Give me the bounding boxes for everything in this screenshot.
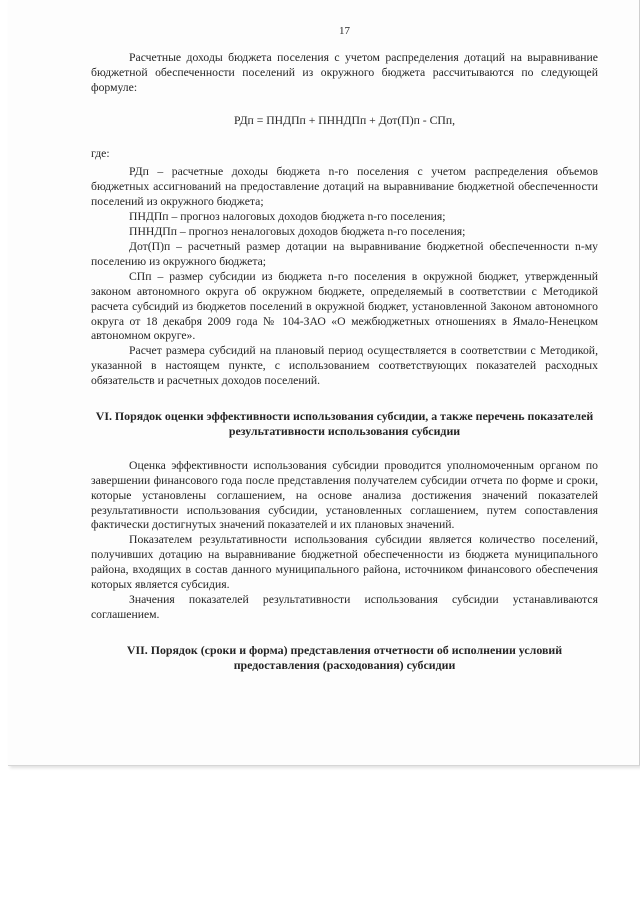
definition-dotp: Дот(П)п – расчетный размер дотации на выравнивание бюджетной обеспеченности n-му поселению из окружного бюджета;: [91, 239, 598, 268]
section-6-paragraph: Показателем результативности использования субсидии является количество поселений, получивших дотацию на выравнивание бюджетной обеспеченности из бюджета муниципального района, входящих в состав данного муниципального района, источником финансового обеспечения которых является субсидия.: [91, 533, 598, 592]
section-7-heading: VII. Порядок (сроки и форма) представления отчетности об исполнении условий предоставления (расходования) субсидии: [126, 642, 563, 672]
definition-pnndpp: ПННДПп – прогноз неналоговых доходов бюджета n-го поселения;: [129, 225, 466, 239]
where-label: где:: [91, 146, 110, 160]
intro-paragraph: Расчетные доходы бюджета поселения с учетом распределения дотаций на выравнивание бюджетной обеспеченности поселений из окружного бюджета рассчитываются по следующей формуле:: [91, 50, 598, 94]
page-content: [91, 24, 598, 673]
formula: РДп = ПНДПп + ПННДПп + Дот(П)п - СПп,: [233, 113, 456, 127]
definition-rdp: РДп – расчетные доходы бюджета n-го поселения с учетом распределения объемов бюджетных ассигнований на предоставление дотаций на выравнивание бюджетной обеспеченности поселений из окружного бюджета;: [91, 165, 598, 209]
section-6-paragraph: Оценка эффективности использования субсидии проводится уполномоченным органом по завершении финансового года после представления получателем субсидии отчета по форме и сроки, которые установлены соглашением, на основе анализа достижения значений показателей результативности использования субсидии, установленных соглашением, путем сопоставления фактически достигнутых значений показателей и их плановых значений.: [91, 458, 598, 532]
section-6-heading: VI. Порядок оценки эффективности использования субсидии, а также перечень показателей результативности использования субсидии: [95, 409, 594, 438]
definition-pndpp: ПНДПп – прогноз налоговых доходов бюджета n-го поселения;: [129, 210, 446, 224]
planning-period-paragraph: Расчет размера субсидий на плановый период осуществляется в соответствии с Методикой, указанной в настоящем пункте, с использованием соответствующих показателей расходных обязательств и расчетных доходов поселений.: [91, 344, 598, 388]
definition-spp: СПп – размер субсидии из бюджета n-го поселения в окружной бюджет, утвержденный законом автономного округа об окружном бюджете, определяемый в соответствии с Методикой расчета субсидий из бюджетов поселений в окружной бюджет, установленной Законом автономного округа от 18 декабря 2009 года № 104-ЗАО «О межбюджетных отношениях в Ямало-Ненецком автономном округе».: [91, 269, 598, 343]
page-number: 17: [339, 25, 350, 37]
section-6-paragraph: Значения показателей результативности использования субсидии устанавливаются соглашением.: [91, 593, 598, 621]
